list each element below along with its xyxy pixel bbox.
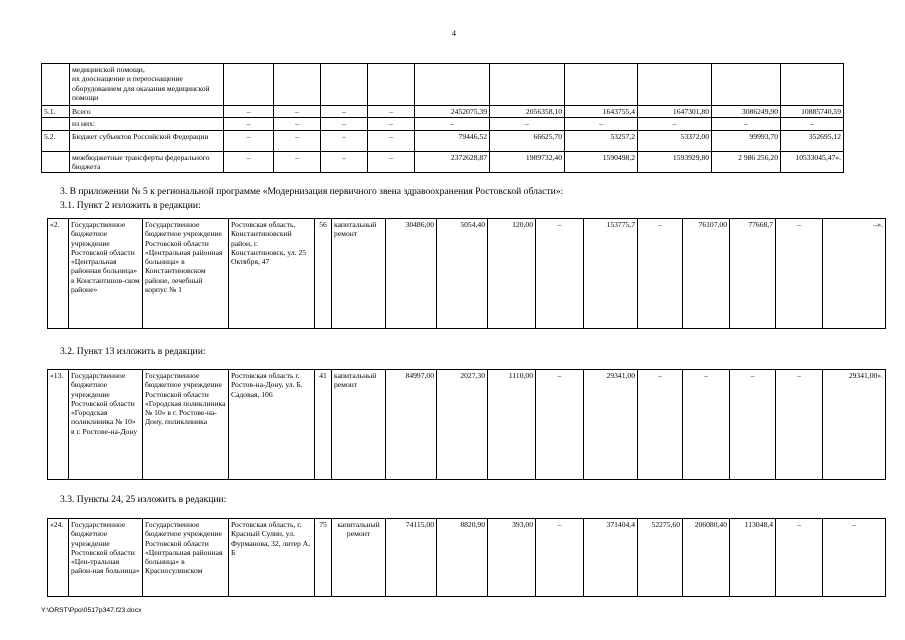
- table-cell: –: [536, 519, 584, 597]
- table-cell: 352695,12: [781, 130, 844, 151]
- table-cell: 1989732,40: [490, 151, 565, 173]
- paragraph-item-13: 3.2. Пункт 13 изложить в редакции:: [60, 346, 206, 357]
- table-row: [42, 64, 844, 106]
- paragraph-item-2: 3.1. Пункт 2 изложить в редакции:: [60, 200, 201, 211]
- table-cell: –: [321, 106, 368, 118]
- table-cell: –: [490, 118, 565, 130]
- table-cell: 5054,40: [437, 219, 488, 329]
- table-cell: 2027,30: [437, 370, 488, 480]
- table-cell: 30486,00: [386, 219, 437, 329]
- table-cell: –: [823, 519, 886, 597]
- facility-table-item-13: [47, 369, 886, 480]
- table-cell: –».: [823, 219, 886, 329]
- table-cell: 113048,4: [730, 519, 776, 597]
- table-cell: 2372628,87: [415, 151, 490, 173]
- table-row: [48, 519, 886, 597]
- table-cell: –: [781, 118, 844, 130]
- table-cell: –: [274, 130, 321, 151]
- table-row: [48, 219, 886, 329]
- table-cell: –: [224, 151, 274, 173]
- table-cell: 393,00: [488, 519, 536, 597]
- table-cell: –: [368, 130, 415, 151]
- table-cell: 1643755,4: [565, 106, 638, 118]
- table-cell: 2056358,10: [490, 106, 565, 118]
- table-cell: –: [321, 130, 368, 151]
- facility-table-item-24: [47, 518, 886, 597]
- table-cell: 5.1.: [42, 106, 70, 118]
- table-cell: 75: [315, 519, 332, 597]
- table-cell: –: [536, 370, 584, 480]
- table-cell: –: [368, 106, 415, 118]
- table-cell: капитальный ремонт: [332, 370, 386, 480]
- table-cell: 52275,60: [638, 519, 683, 597]
- table-cell: –: [415, 118, 490, 130]
- table-cell: –: [536, 219, 584, 329]
- file-path-footer: Y:\ORST\Ppo\0517p347.f23.docx: [41, 607, 142, 614]
- table-cell: Государственное бюджетное учреждение Ростовской области «Центральная районная больница» в Константинов-ском районе»: [69, 219, 143, 329]
- table-cell: 41: [315, 370, 332, 480]
- table-cell: [42, 118, 70, 130]
- paragraph-items-24-25: 3.3. Пункты 24, 25 изложить в редакции:: [60, 494, 227, 505]
- table-cell: 76107,00: [683, 219, 730, 329]
- table-row: [42, 151, 844, 173]
- table-cell: Ростовская область, Константиновский район, г. Константиновск, ул. 25 Октября, 47: [229, 219, 315, 329]
- table-cell: Бюджет субъектов Российской Федерации: [70, 130, 224, 151]
- table-cell: Ростовская область г. Ростов-на-Дону, ул. Б. Садовая, 106: [229, 370, 315, 480]
- table-cell: 3086249,90: [712, 106, 781, 118]
- table-cell: –: [368, 118, 415, 130]
- table-row: [42, 118, 844, 130]
- table-cell: –: [638, 118, 712, 130]
- table-cell: [490, 64, 565, 106]
- table-cell: –: [776, 370, 823, 480]
- table-cell: [368, 64, 415, 106]
- table-cell: 153775,7: [584, 219, 638, 329]
- table-cell: [224, 64, 274, 106]
- table-cell: капитальный ремонт: [332, 519, 386, 597]
- table-cell: [712, 64, 781, 106]
- table-cell: Государственное бюджетное учреждение Ростовской области «Центральная районная больница» в Красносулинском: [143, 519, 229, 597]
- table-cell: Государственное бюджетное учреждение Ростовской области «Городская поликлиника № 10» в г. Ростове-на-Дону, поликлиника: [143, 370, 229, 480]
- table-row: [42, 130, 844, 151]
- table-cell: 371404,4: [584, 519, 638, 597]
- table-cell: –: [274, 106, 321, 118]
- table-cell: 1593929,80: [638, 151, 712, 173]
- table-cell: –: [224, 130, 274, 151]
- table-cell: [638, 64, 712, 106]
- table-cell: 29341,00: [584, 370, 638, 480]
- table-cell: –: [565, 118, 638, 130]
- table-cell: 120,00: [488, 219, 536, 329]
- table-cell: [42, 151, 70, 173]
- table-cell: –: [224, 118, 274, 130]
- table-cell: –: [776, 519, 823, 597]
- table-cell: 2452075,39: [415, 106, 490, 118]
- table-cell: 2 986 256,20: [712, 151, 781, 173]
- table-cell: –: [274, 118, 321, 130]
- table-row: [48, 370, 886, 480]
- table-cell: 1590498,2: [565, 151, 638, 173]
- table-cell: Государственное бюджетное учреждение Ростовской области «Цен-тральная район-ная больница»: [69, 519, 143, 597]
- table-cell: [415, 64, 490, 106]
- table-cell: капитальный ремонт: [332, 219, 386, 329]
- table-cell: 10533045,47».: [781, 151, 844, 173]
- table-cell: медицинской помощи, их дооснащение и переоснащение оборудованием для оказания медицинской помощи: [70, 64, 224, 106]
- program-table-top: [41, 63, 844, 173]
- table-cell: 1647301,80: [638, 106, 712, 118]
- table-cell: 206080,40: [683, 519, 730, 597]
- table-cell: «2.: [48, 219, 69, 329]
- table-cell: [42, 64, 70, 106]
- table-cell: –: [368, 151, 415, 173]
- page-number: 4: [452, 29, 456, 38]
- table-cell: 5.2.: [42, 130, 70, 151]
- table-cell: –: [712, 118, 781, 130]
- table-cell: 99993,70: [712, 130, 781, 151]
- table-cell: «13.: [48, 370, 69, 480]
- table-cell: [565, 64, 638, 106]
- table-cell: –: [224, 106, 274, 118]
- table-cell: «24.: [48, 519, 69, 597]
- table-cell: [321, 64, 368, 106]
- table-cell: –: [638, 370, 683, 480]
- table-cell: 53257,2: [565, 130, 638, 151]
- table-cell: 74115,00: [386, 519, 437, 597]
- table-cell: Ростовская область, г. Красный Сулин, ул. Фурманова, 32, литер А, Б: [229, 519, 315, 597]
- table-cell: 79446,52: [415, 130, 490, 151]
- table-cell: –: [638, 219, 683, 329]
- table-cell: 10885740,59: [781, 106, 844, 118]
- table-cell: –: [730, 370, 776, 480]
- table-cell: 66625,70: [490, 130, 565, 151]
- table-cell: 53372,00: [638, 130, 712, 151]
- table-cell: [274, 64, 321, 106]
- table-cell: Государственное бюджетное учреждение Ростовской области «Центральная районная больница» в Константиновском районе, лечебный корпус № 1: [143, 219, 229, 329]
- table-cell: [781, 64, 844, 106]
- table-cell: –: [683, 370, 730, 480]
- table-cell: 8820,90: [437, 519, 488, 597]
- table-cell: 77668,7: [730, 219, 776, 329]
- table-cell: Всего: [70, 106, 224, 118]
- table-cell: –: [274, 151, 321, 173]
- paragraph-appendix-5: 3. В приложении № 5 к региональной программе «Модернизация первичного звена здравоохранения Ростовской области»:: [60, 186, 564, 197]
- table-cell: 84997,00: [386, 370, 437, 480]
- table-cell: из них:: [70, 118, 224, 130]
- table-cell: 56: [315, 219, 332, 329]
- table-cell: –: [776, 219, 823, 329]
- table-cell: 1110,00: [488, 370, 536, 480]
- table-cell: –: [321, 118, 368, 130]
- facility-table-item-2: [47, 218, 886, 329]
- table-cell: –: [321, 151, 368, 173]
- table-cell: Государственное бюджетное учреждение Ростовской области «Городская поликлиника № 10» в г. Ростове-на-Дону: [69, 370, 143, 480]
- table-row: [42, 106, 844, 118]
- table-cell: 29341,00».: [823, 370, 886, 480]
- table-cell: межбюджетные трансферты федерального бюджета: [70, 151, 224, 173]
